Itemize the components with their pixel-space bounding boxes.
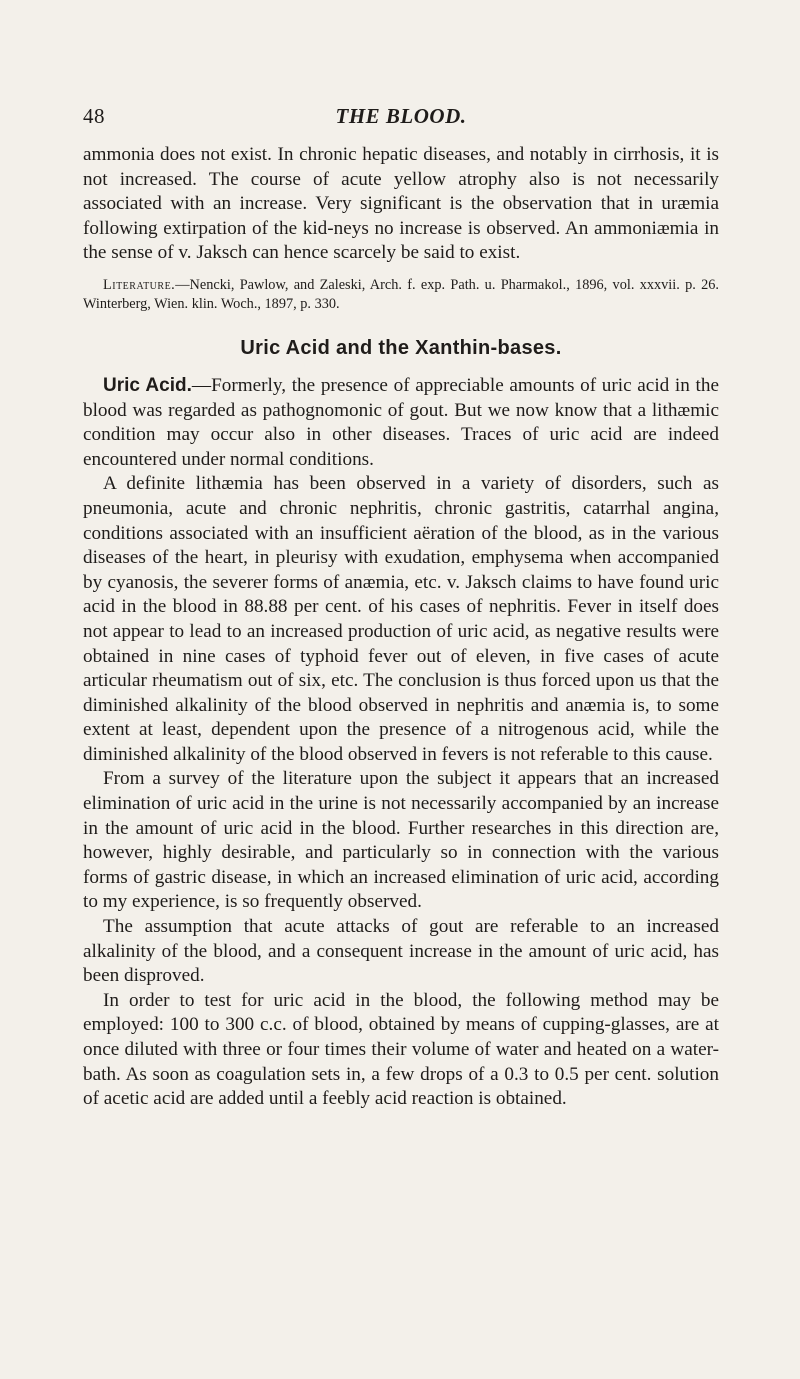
paragraph-literature-survey: From a survey of the literature upon the subject it appears that an increased elimination of uric acid in the urine is not necessarily accompanied by an increase in the amount of uric acid in the blood. Further researches in this direction are, however, highly desirable, and particularly so in connection with the various forms of gastric disease, in which an increased elimination of uric acid, according to my experience, is so frequently observed. <box>83 768 719 913</box>
paragraph-ammonia-conclusion: ammonia does not exist. In chronic hepatic diseases, and notably in cirrhosis, it is not increased. The course of acute yellow atrophy also is not necessarily associated with an increase. Very significant is the observation that in uræmia following extirpation of the kid-neys no increase is observed. An ammoniæmia in the sense of v. Jaksch can hence scarcely be said to exist. <box>83 144 719 264</box>
paragraph-gout-assumption: The assumption that acute attacks of gout are referable to an increased alkalinity of the blood, and a consequent increase in the amount of uric acid, has been disproved. <box>83 916 719 987</box>
page-number: 48 <box>83 104 105 128</box>
paragraph-uric-acid-intro <box>83 374 719 472</box>
paragraph-test-method: In order to test for uric acid in the blood, the following method may be employed: 100 to 300 c.c. of blood, obtained by means of cupping-glasses, are at once diluted with three or four times their volume of water and heated on a water-bath. As soon as coagulation sets in, a few drops of a 0.3 to 0.5 per cent. solution of acetic acid are added until a feebly acid reaction is obtained. <box>83 989 719 1110</box>
literature-note <box>83 276 719 315</box>
subsection-heading: Uric Acid. <box>103 374 192 396</box>
page-content <box>83 143 719 1112</box>
section-heading: Uric Acid and the Xanthin-bases. <box>240 336 562 359</box>
running-head <box>83 104 719 134</box>
uric-acid-intro-text: —Formerly, the presence of appreciable amounts of uric acid in the blood was regarded as pathognomonic of gout. But we now know that a lithæmic condition may occur also in other diseases. Traces of uric acid are indeed encountered under normal conditions. <box>83 374 719 470</box>
running-title: THE BLOOD. <box>335 104 467 128</box>
literature-label: Literature. <box>103 276 176 293</box>
literature-references: —Nencki, Pawlow, and Zaleski, Arch. f. exp. Path. u. Pharmakol., 1896, vol. xxxvii. p. 26. Winterberg, Wien. klin. Woch., 1897, p. 330. <box>83 276 719 313</box>
paragraph-lithaemia: A definite lithæmia has been observed in a variety of disorders, such as pneumonia, acute and chronic nephritis, chronic gastritis, catarrhal angina, conditions associated with an insufficient aëration of the blood, as in the various diseases of the heart, in pleurisy with exudation, emphysema when accompanied by cyanosis, the severer forms of anæmia, etc. v. Jaksch claims to have found uric acid in the blood in 88.88 per cent. of his cases of nephritis. Fever in itself does not appear to lead to an increased production of uric acid, as negative results were obtained in nine cases of typhoid fever out of eleven, in five cases of acute articular rheumatism out of six, etc. The conclusion is thus forced upon us that the diminished alkalinity of the blood observed in nephritis and anæmia is, to some extent at least, dependent upon the presence of a nitrogenous acid, while the diminished alkalinity of the blood observed in fevers is not referable to this cause. <box>83 473 719 765</box>
